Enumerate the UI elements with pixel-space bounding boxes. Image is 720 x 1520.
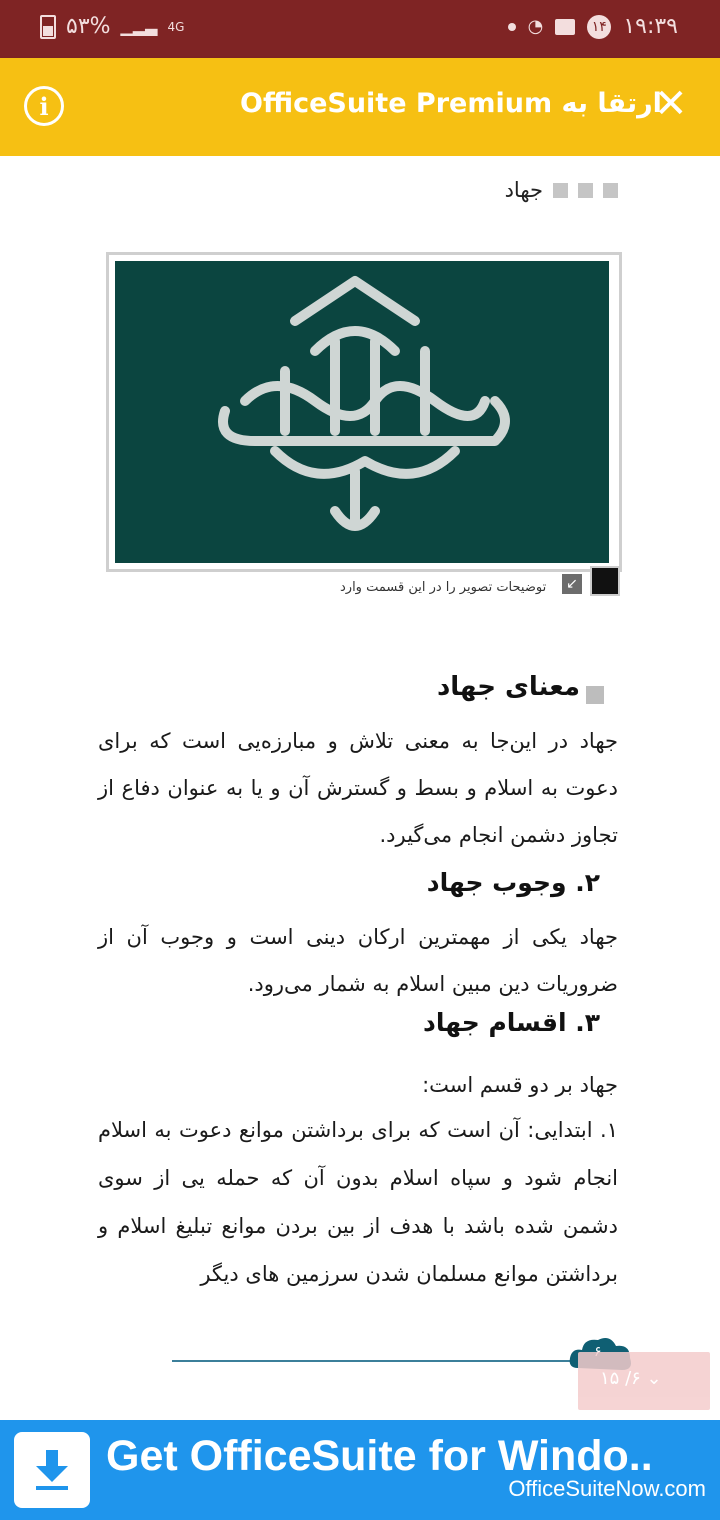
ad-banner[interactable] [0,1420,720,1520]
battery-level: ۵۳% [66,14,111,39]
section-title: ۳. اقسام جهاد [423,1008,600,1037]
calligraphy-graphic [115,261,609,563]
image-corner-handle[interactable] [590,566,620,596]
bullet-square-icon [553,183,568,198]
info-icon[interactable]: i [24,86,64,126]
document-image[interactable] [106,252,622,572]
page-indicator [600,1368,662,1389]
section-title: معنای جهاد [436,672,580,702]
section-body: ۱. ابتدایی: آن است که برای برداشتن موانع دعوت به اسلام انجام شود و سپاه اسلام بدون آن که حمله یی از سوی دشمن شده باشد با هدف از بین بردن موانع تبلیغ اسلام و برداشتن موانع مسلمان شدن سرزمین های دیگر [98,1118,618,1286]
section-body: جهاد در این‌جا به معنی تلاش و مبارزه‌یی است که برای دعوت به اسلام و بسط و گسترش آن و یا به عنوان دفاع از تجاوز دشمن انجام می‌گیرد. [98,729,618,847]
section-intro: جهاد بر دو قسم است: [422,1073,618,1097]
download-icon[interactable] [14,1432,90,1508]
status-left [40,14,184,39]
section-title: ۲. وجوب جهاد [426,868,600,897]
calligraphy-image [115,261,609,563]
bullet-square-icon [578,183,593,198]
chevron-down-icon[interactable]: ⌄ [646,1368,662,1389]
image-caption[interactable]: توضیحات تصویر را در این قسمت وارد [340,580,547,595]
page-navigator[interactable] [578,1352,710,1410]
battery-icon [40,15,56,39]
upgrade-title[interactable]: ارتقا به OfficeSuite Premium [240,88,662,119]
upgrade-banner[interactable] [0,58,720,156]
header-row [505,178,618,202]
notification-dot-icon [508,23,516,31]
status-right [508,14,678,39]
folder-icon [555,19,575,35]
bullet-square-icon [586,686,604,704]
close-icon[interactable]: ✕ [654,81,688,127]
vpn-icon: ◔ [527,16,544,37]
caption-edit-icon[interactable]: ↙ [562,574,582,594]
notification-badge: ۱۴ [587,15,611,39]
bullet-square-icon [603,183,618,198]
section-body: جهاد یکی از مهمترین ارکان دینی است و وجوب آن از ضروریات دین مبین اسلام به شمار می‌رود. [98,925,618,996]
network-type: 4G [167,19,185,34]
ad-site[interactable]: OfficeSuiteNow.com [508,1476,706,1501]
document-view[interactable] [0,156,720,1420]
clock: ۱۹:۳۹ [623,14,678,39]
page-indicator-text: ۶/ ۱۵ [600,1368,641,1389]
ad-headline[interactable]: Get OfficeSuite for Windo.. [106,1432,653,1480]
status-bar [0,0,720,58]
signal-icon: ▁▂▃ [120,17,158,36]
breadcrumb: جهاد [504,178,543,202]
page-footer-line [172,1360,582,1362]
